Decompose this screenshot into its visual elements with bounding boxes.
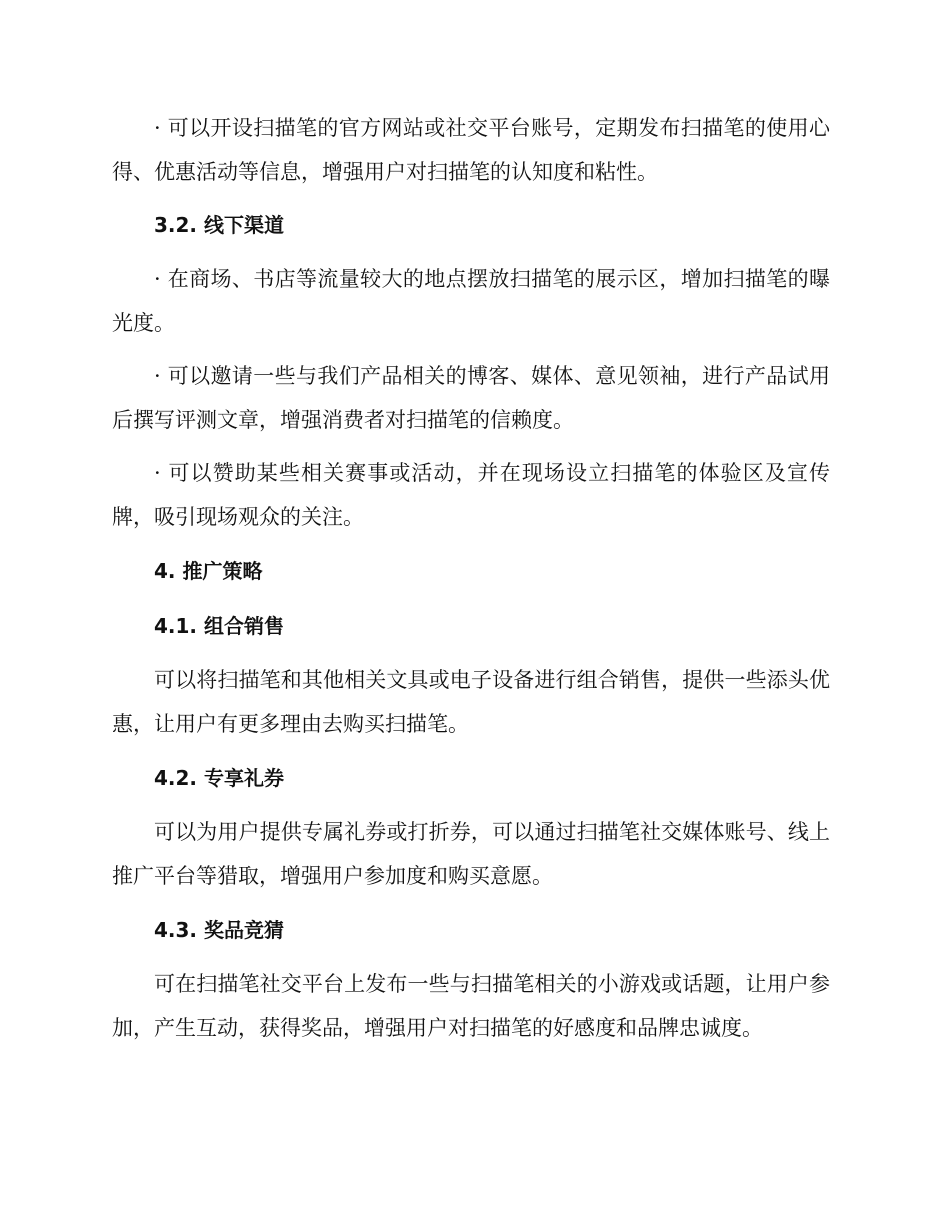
paragraph-invite-reviewers: · 可以邀请一些与我们产品相关的博客、媒体、意见领袖，进行产品试用后撰写评测文章，增强消费者对扫描笔的信赖度。 — [112, 364, 830, 432]
paragraph-display-area: · 在商场、书店等流量较大的地点摆放扫描笔的展示区，增加扫描笔的曝光度。 — [112, 267, 830, 335]
heading-4-3-prize-quiz: 4.3. 奖品竞猜 — [154, 918, 284, 942]
heading-3-2-offline-channels: 3.2. 线下渠道 — [154, 213, 284, 237]
paragraph-online-accounts: · 可以开设扫描笔的官方网站或社交平台账号，定期发布扫描笔的使用心得、优惠活动等信息，增强用户对扫描笔的认知度和粘性。 — [112, 116, 830, 184]
heading-4-2-exclusive-coupons: 4.2. 专享礼券 — [154, 766, 284, 790]
paragraph-exclusive-coupons: 可以为用户提供专属礼券或打折券，可以通过扫描笔社交媒体账号、线上推广平台等猎取，增强用户参加度和购买意愿。 — [112, 820, 830, 888]
paragraph-prize-quiz: 可在扫描笔社交平台上发布一些与扫描笔相关的小游戏或话题，让用户参加，产生互动，获得奖品，增强用户对扫描笔的好感度和品牌忠诚度。 — [112, 972, 830, 1040]
paragraph-sponsor-events: · 可以赞助某些相关赛事或活动，并在现场设立扫描笔的体验区及宣传牌，吸引现场观众的关注。 — [112, 461, 830, 529]
heading-4-1-bundle-sales: 4.1. 组合销售 — [154, 614, 284, 638]
paragraph-bundle-sales: 可以将扫描笔和其他相关文具或电子设备进行组合销售，提供一些添头优惠，让用户有更多理由去购买扫描笔。 — [112, 668, 830, 736]
heading-4-promotion-strategy: 4. 推广策略 — [154, 559, 263, 583]
